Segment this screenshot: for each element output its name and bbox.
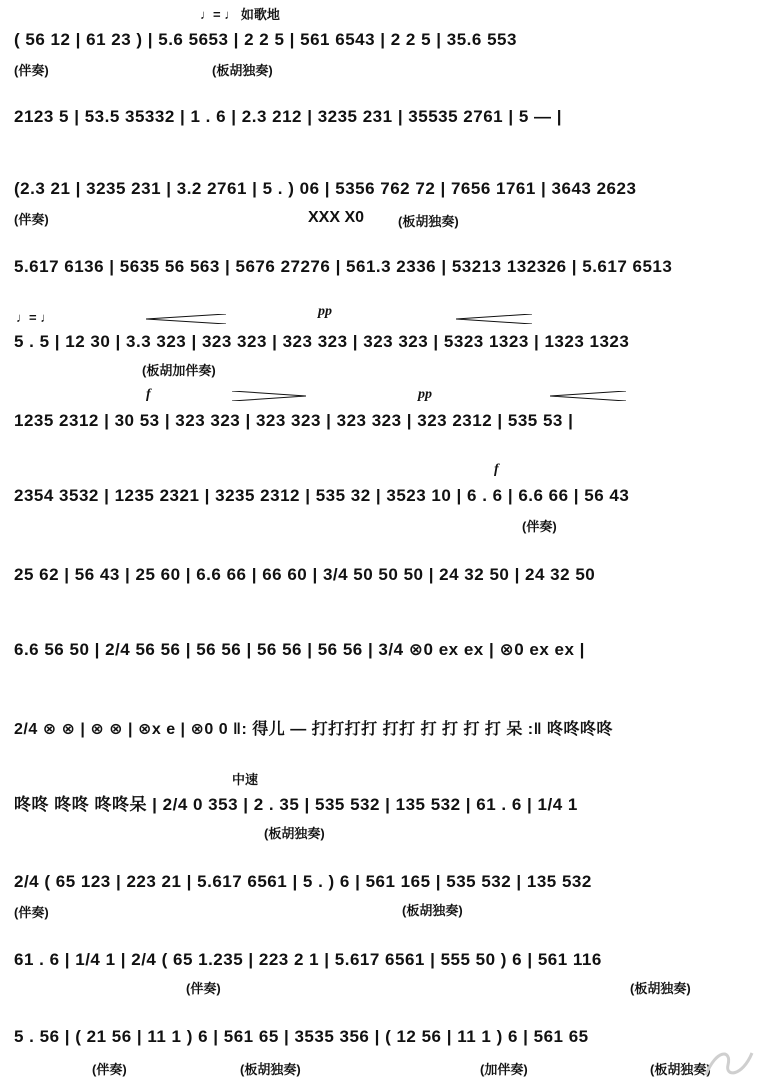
score-line-10 — [0, 700, 764, 770]
notation-text: 6.6 56 50 | 2/4 56 56 | 56 56 | 56 56 | 56 56 | 3/4 ⊗0 ex ex | ⊗0 ex ex | — [14, 640, 585, 659]
decrescendo-hairpin — [232, 391, 306, 401]
score-line-6 — [0, 385, 764, 455]
annotation: (板胡独奏) — [402, 903, 463, 918]
notation-text: 2123 5 | 53.5 35332 | 1 . 6 | 2.3 212 | 3235 231 | 35535 2761 | 5 — | — [14, 107, 562, 126]
dynamic-marking: pp — [318, 304, 332, 319]
notation-text: ( 56 12 | 61 23 ) | 5.6 5653 | 2 2 5 | 561 6543 | 2 2 5 | 35.6 553 — [14, 30, 517, 49]
annotation: (伴奏) — [186, 981, 221, 996]
crescendo-hairpin — [456, 314, 532, 324]
annotation: (板胡独奏) — [240, 1062, 301, 1077]
annotation: (加伴奏) — [480, 1062, 528, 1077]
dynamic-marking: f — [494, 462, 499, 477]
tempo-marking: ♩= ♩ 如歌地 — [200, 7, 280, 22]
annotation: (板胡加伴奏) — [142, 363, 216, 378]
annotation: (板胡独奏) — [650, 1062, 711, 1077]
notation-text: (2.3 21 | 3235 231 | 3.2 2761 | 5 . ) 06 | 5356 762 72 | 7656 1761 | 3643 2623 — [14, 179, 637, 198]
score-line-13 — [0, 930, 764, 1000]
annotation: (板胡独奏) — [630, 981, 691, 996]
score-line-3 — [0, 165, 764, 235]
score-line-8 — [0, 545, 764, 615]
score-line-12 — [0, 850, 764, 920]
percussion-notation: XXX X0 — [308, 209, 365, 226]
notation-text: 5.617 6136 | 5635 56 563 | 5676 27276 | 561.3 2336 | 53213 132326 | 5.617 6513 — [14, 257, 673, 276]
notation-text: 5 . 5 | 12 30 | 3.3 323 | 323 323 | 323 323 | 323 323 | 5323 1323 | 1323 1323 — [14, 332, 630, 351]
score-line-2 — [0, 85, 764, 155]
annotation: (板胡独奏) — [212, 63, 273, 78]
notation-text: 2/4 ⊗ ⊗ | ⊗ ⊗ | ⊗x e | ⊗0 0 ‖: 得儿 — 打打打打 打打 打 打 打 打 呆 :‖ 咚咚咚咚 — [14, 721, 614, 738]
dynamic-marking: f — [146, 387, 151, 402]
notation-text: 25 62 | 56 43 | 25 60 | 6.6 66 | 66 60 | 3/4 50 50 50 | 24 32 50 | 24 32 50 — [14, 565, 596, 584]
notation-text: 1235 2312 | 30 53 | 323 323 | 323 323 | 323 323 | 323 2312 | 535 53 | — [14, 411, 574, 430]
annotation: (伴奏) — [522, 519, 557, 534]
crescendo-hairpin — [146, 314, 226, 324]
annotation: (伴奏) — [14, 212, 49, 227]
notation-text: 61 . 6 | 1/4 1 | 2/4 ( 65 1.235 | 223 2 1 | 5.617 6561 | 555 50 ) 6 | 561 116 — [14, 950, 602, 969]
notation-text: 5 . 56 | ( 21 56 | 11 1 ) 6 | 561 65 | 3535 356 | ( 12 56 | 11 1 ) 6 | 561 65 — [14, 1027, 589, 1046]
score-line-9 — [0, 620, 764, 690]
annotation: (板胡独奏) — [398, 214, 459, 229]
dynamic-marking: pp — [418, 387, 432, 402]
notation-text: 2/4 ( 65 123 | 223 21 | 5.617 6561 | 5 . ) 6 | 561 165 | 535 532 | 135 532 — [14, 872, 592, 891]
watermark-logo — [698, 1043, 758, 1089]
score-line-7 — [0, 460, 764, 534]
score-line-1 — [0, 0, 764, 78]
score-line-11 — [0, 765, 764, 841]
tempo-marking: 中速 — [232, 772, 259, 787]
score-line-5 — [0, 300, 764, 378]
score-line-14 — [0, 1015, 764, 1085]
annotation: (伴奏) — [14, 905, 49, 920]
notation-text: 2354 3532 | 1235 2321 | 3235 2312 | 535 32 | 3523 10 | 6 . 6 | 6.6 66 | 56 43 — [14, 486, 630, 505]
notation-text: 咚咚 咚咚 咚咚呆 | 2/4 0 353 | 2 . 35 | 535 532 | 135 532 | 61 . 6 | 1/4 1 — [14, 795, 578, 814]
annotation: (板胡独奏) — [264, 826, 325, 841]
annotation: (伴奏) — [14, 63, 49, 78]
tempo-marking: ♩= ♩ — [16, 310, 54, 325]
crescendo-hairpin — [550, 391, 626, 401]
annotation: (伴奏) — [92, 1062, 127, 1077]
